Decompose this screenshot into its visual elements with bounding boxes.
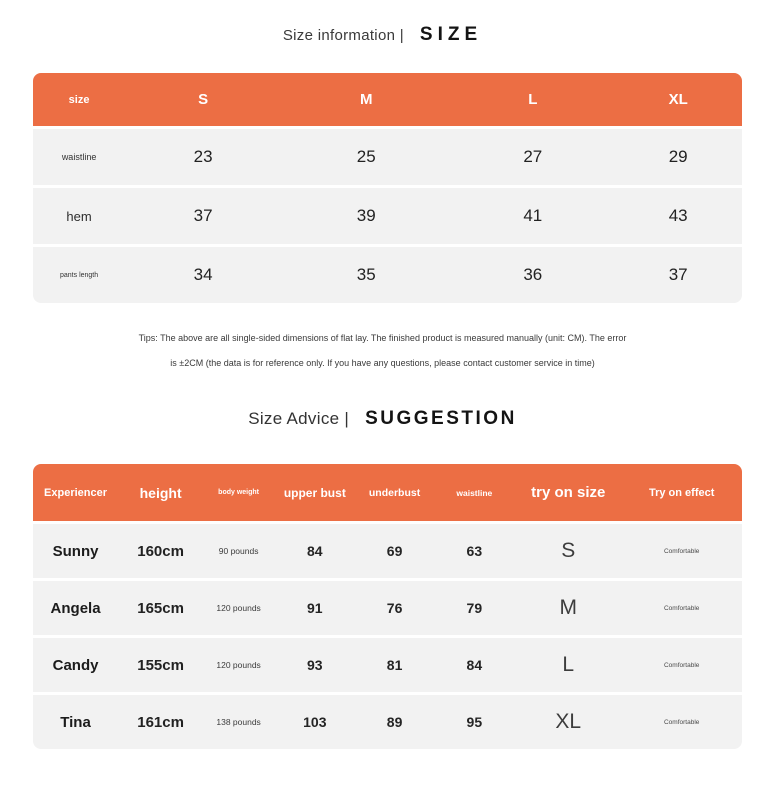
header-cell-waistline: waistline <box>456 487 493 498</box>
table-cell: 41 <box>523 206 543 225</box>
waistline-value: 84 <box>466 657 483 673</box>
header-cell-body-weight: body weight <box>218 489 260 496</box>
advice-table-header <box>33 464 742 521</box>
upper-bust-value: 103 <box>303 714 327 730</box>
try-on-effect-value: Comfortable <box>663 661 700 669</box>
experiencer-name: Tina <box>60 713 91 731</box>
header-cell-height: height <box>139 484 182 501</box>
height-value: 155cm <box>137 656 184 674</box>
header-cell-s: S <box>198 91 209 108</box>
table-cell: 36 <box>523 265 543 284</box>
table-cell: 43 <box>668 206 688 225</box>
underbust-value: 81 <box>386 657 403 673</box>
table-row-hem <box>33 188 742 244</box>
try-on-size-value: M <box>559 596 578 619</box>
size-table <box>0 73 765 303</box>
table-cell: 23 <box>193 147 213 166</box>
waistline-value: 79 <box>466 600 483 616</box>
upper-bust-value: 91 <box>307 600 323 616</box>
try-on-effect-value: Comfortable <box>663 718 700 726</box>
tips-line-1: Tips: The above are all single-sided dimensions of flat lay. The finished product is measured manually (unit: CM). The error <box>138 333 627 343</box>
underbust-value: 89 <box>386 714 403 730</box>
table-row-waistline <box>33 129 742 185</box>
experiencer-name: Angela <box>50 599 101 617</box>
row-label: waistline <box>61 152 97 162</box>
waistline-value: 63 <box>466 543 483 559</box>
row-label: hem <box>66 208 92 224</box>
table-cell: 29 <box>668 147 688 166</box>
advice-table <box>0 464 765 749</box>
header-cell-try-on-size: try on size <box>531 484 606 501</box>
advice-title-en: SUGGESTION <box>365 408 517 429</box>
size-title-text: Size information | <box>282 27 404 44</box>
weight-value: 120 pounds <box>216 660 261 670</box>
header-cell-size: size <box>68 93 90 106</box>
measurement-tips <box>0 334 765 368</box>
advice-section-title <box>0 408 765 430</box>
table-row-sunny <box>33 524 742 578</box>
header-cell-m: M <box>359 91 373 108</box>
waistline-value: 95 <box>466 714 483 730</box>
size-table-header <box>33 73 742 126</box>
underbust-value: 69 <box>386 543 403 559</box>
try-on-size-value: XL <box>555 710 582 733</box>
advice-title-text: Size Advice | <box>248 409 350 428</box>
table-cell: 37 <box>193 206 213 225</box>
tips-line-2: is ±2CM (the data is for reference only. If you have any questions, please contact customer service in time) <box>170 358 595 368</box>
header-cell-l: L <box>528 91 538 108</box>
table-cell: 37 <box>668 265 688 284</box>
height-value: 165cm <box>137 599 184 617</box>
table-row-pants-length <box>33 247 742 303</box>
try-on-effect-value: Comfortable <box>663 604 700 612</box>
table-cell: 35 <box>356 265 376 284</box>
table-cell: 39 <box>356 206 376 225</box>
table-row-candy <box>33 638 742 692</box>
try-on-size-value: S <box>561 539 576 562</box>
row-label: pants length <box>60 271 99 279</box>
experiencer-name: Candy <box>52 656 99 674</box>
try-on-effect-value: Comfortable <box>663 547 700 555</box>
height-value: 160cm <box>137 542 184 560</box>
table-cell: 25 <box>356 147 376 166</box>
size-title-en: SIZE <box>419 24 483 45</box>
header-cell-experiencer: Experiencer <box>44 486 108 499</box>
weight-value: 138 pounds <box>216 717 261 727</box>
table-row-tina <box>33 695 742 749</box>
try-on-size-value: L <box>562 653 575 676</box>
underbust-value: 76 <box>386 600 403 616</box>
weight-value: 120 pounds <box>216 603 261 613</box>
table-cell: 27 <box>523 147 543 166</box>
experiencer-name: Sunny <box>52 542 99 560</box>
upper-bust-value: 84 <box>307 543 323 559</box>
size-section-title <box>0 24 765 46</box>
header-cell-underbust: underbust <box>368 486 421 499</box>
header-cell-xl: XL <box>668 91 688 108</box>
table-row-angela <box>33 581 742 635</box>
upper-bust-value: 93 <box>307 657 323 673</box>
header-cell-upper-bust: upper bust <box>283 485 346 500</box>
header-cell-try-on-effect: Try on effect <box>648 486 715 499</box>
table-cell: 34 <box>193 265 213 284</box>
height-value: 161cm <box>137 713 184 731</box>
weight-value: 90 pounds <box>218 546 259 556</box>
